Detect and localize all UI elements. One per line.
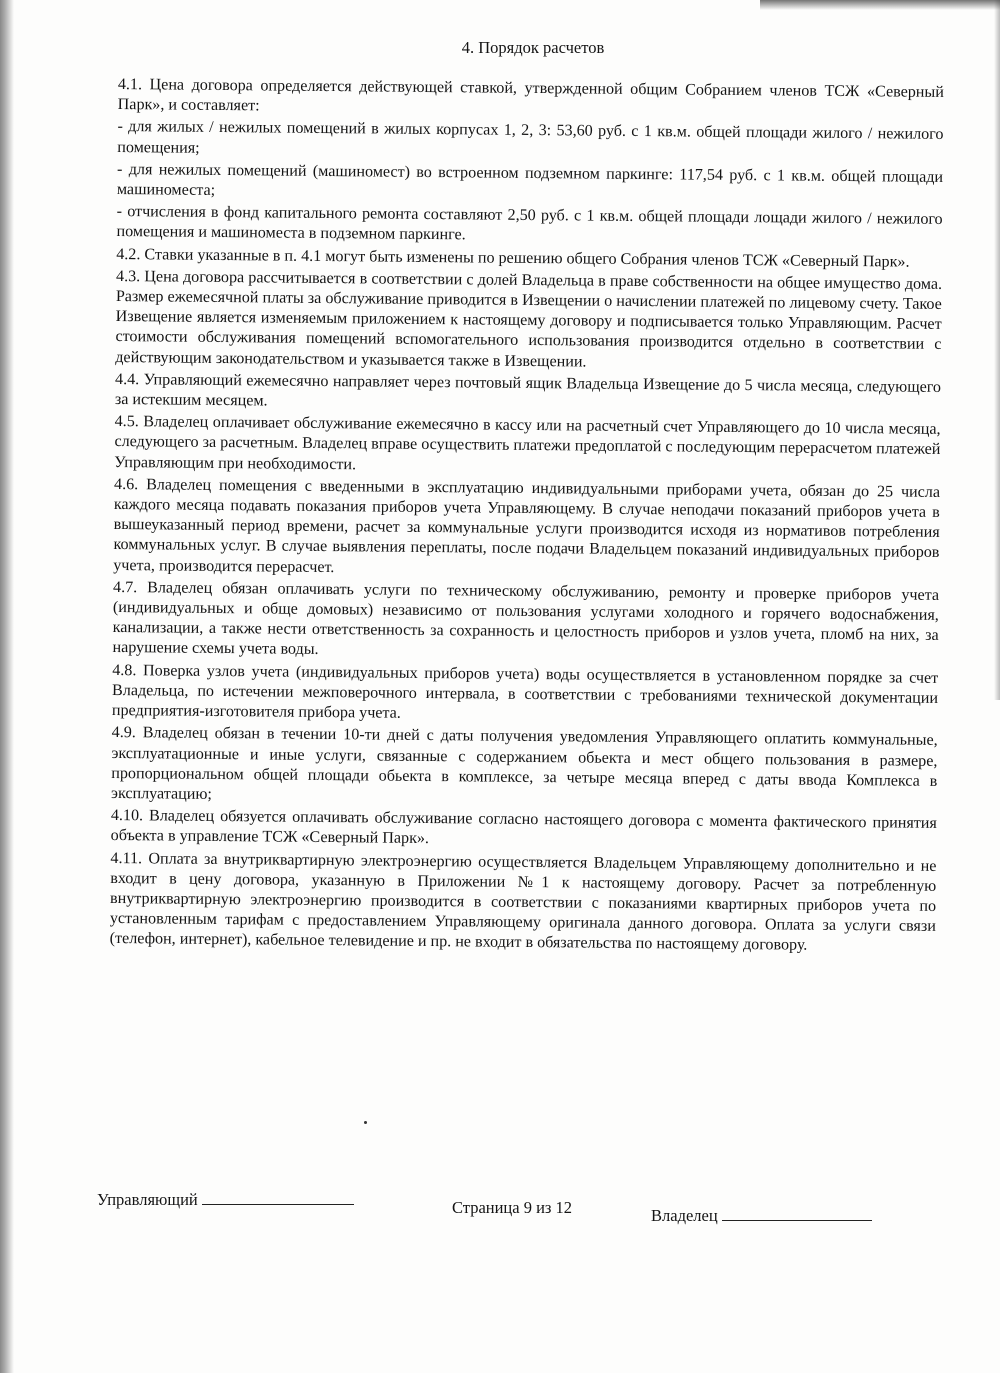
scan-speck: [364, 1121, 367, 1124]
clause-4-8: 4.8. Поверка узлов учета (индивидуальных приборов учета) воды осуществляется в установленном порядке за счет Владельца, по истечении межповерочного интервала, в соответствии с требованиями технической документации предприятия-изготовителя прибора учета.: [111, 661, 939, 722]
clause-4-11: 4.11. Оплата за внутриквартирную электроэнергию осуществляется Владельцем Управляющему дополнительно и не входит в цену договора, указанную в Приложении №1 к настоящему договору. Расчет за потребленную внутриквартирную электроэнергию производится в соответствии с показаниями квартирных приборов учета по установленным тарифам с предоставлением Управляющему оригинала данного договора. Оплата за услуги связи (телефон, интернет), кабельное телевидение и пр. не входит в обязательства по настоящему договору.: [109, 849, 937, 954]
manager-label: Управляющий: [97, 1190, 198, 1209]
scan-edge-left: [0, 0, 14, 1373]
clause-4-1-capital-repair: - отчисления в фонд капитального ремонта составляют 2,50 руб. с 1 кв.м. общей площади лощади жилого / нежилого помещения и машиноместа в подземном паркинге.: [116, 203, 943, 244]
manager-signature-line: [202, 1203, 354, 1205]
clause-4-10: 4.10. Владелец обязуется оплачивать обслуживание согласно настоящего договора с момента фактического принятия объекта в управление ТСЖ «Северный Парк».: [110, 807, 937, 848]
clause-4-6: 4.6. Владелец помещения с введенными в эксплуатацию индивидуальными приборами учета, обязан до 25 числа каждого месяца подавать показания приборов учета Управляющему. В случае неподачи показаний приборов учета в вышеуказанный период времени, расчет за коммунальные услуги производится исходя из нормативов потребления коммунальных услуг. В случае выявления переплаты, после подачи Владельцем показаний индивидуальных приборов учета, производится перерасчет.: [113, 475, 941, 576]
page-number: Страница 9 из 12: [452, 1198, 573, 1217]
clause-4-1-rate-residential: - для жилых / нежилых помещений в жилых корпусах 1, 2, 3: 53,60 руб. с 1 кв.м. общей площади жилого / нежилого помещения;: [117, 118, 944, 157]
manager-signature-block: [97, 1190, 354, 1210]
clause-4-5: 4.5. Владелец оплачивает обслуживание ежемесячно в кассу или на расчетный счет Управляющего до 10 числа месяца, следующего за расчетным. Владелец вправе осуществить платежи предоплатой с последующим перерасчетом платежей Управляющим при необходимости.: [114, 413, 941, 473]
scan-edge-top: [760, 0, 1000, 10]
owner-signature-block: [651, 1206, 872, 1226]
scan-edge-right: [994, 0, 1000, 700]
clause-4-2: 4.2. Ставки указанные в п. 4.1 могут быть изменены по решению общего Собрания членов ТСЖ «Северный Парк».: [116, 245, 910, 271]
clause-4-4: 4.4. Управляющий ежемесячно направляет через почтовый ящик Владельца Извещение до 5 числа месяца, следующего за истекшим месяцем.: [114, 370, 942, 410]
section-body: [110, 75, 944, 959]
owner-signature-line: [722, 1219, 872, 1221]
clause-4-1: 4.1. Цена договора определяется действующей ставкой, утвержденной общим Собранием членов ТСЖ «Северный Парк», и составляет:: [117, 75, 944, 115]
page-footer: [0, 1190, 1000, 1230]
owner-label: Владелец: [651, 1206, 718, 1225]
clause-4-7: 4.7. Владелец обязан оплачивать услуги по техническому обслуживанию, ремонту и проверке приборов учета (индивидуальных и обще домовых) независимо от пользования услугами холодного и горячего водоснабжения, канализации, а также нести ответственность за сохранность и целостность приборов и узлов учета, пломб на них, за нарушение схемы учета воды.: [112, 578, 940, 659]
clause-4-9: 4.9. Владелец обязан в течении 10-ти дней с даты получения уведомления Управляющего оплатить коммунальные, эксплуатационные и иные услуги, связанные с содержанием обьекта и мест общего пользования в размере, пропорциональном общей площади обьекта в комплексе, за четыре месяца вперед с даты ввода Комплекса в эксплуатацию;: [111, 724, 938, 803]
section-heading: 4. Порядок расчетов: [461, 38, 605, 57]
clause-4-1-rate-parking: - для нежилых помещений (машиномест) во встроенном подземном паркинге: 117,54 руб. с 1 кв.м. общей площади машиноместа;: [116, 160, 944, 199]
clause-4-3: 4.3. Цена договора рассчитывается в соответствии с долей Владельца в праве собственности на общее имущество дома. Размер ежемесячной платы за обслуживание приводится в Извещении о начислении платежей по лицевому счету. Такое Извещение является изменяемым приложением к настоящему договору и подписывается только Управляющим. Расчет стоимости обслуживания помещений вспомогательного использования производится отдельно в соответствии с действующим законодательством и указывается также в Извещении.: [115, 267, 943, 371]
